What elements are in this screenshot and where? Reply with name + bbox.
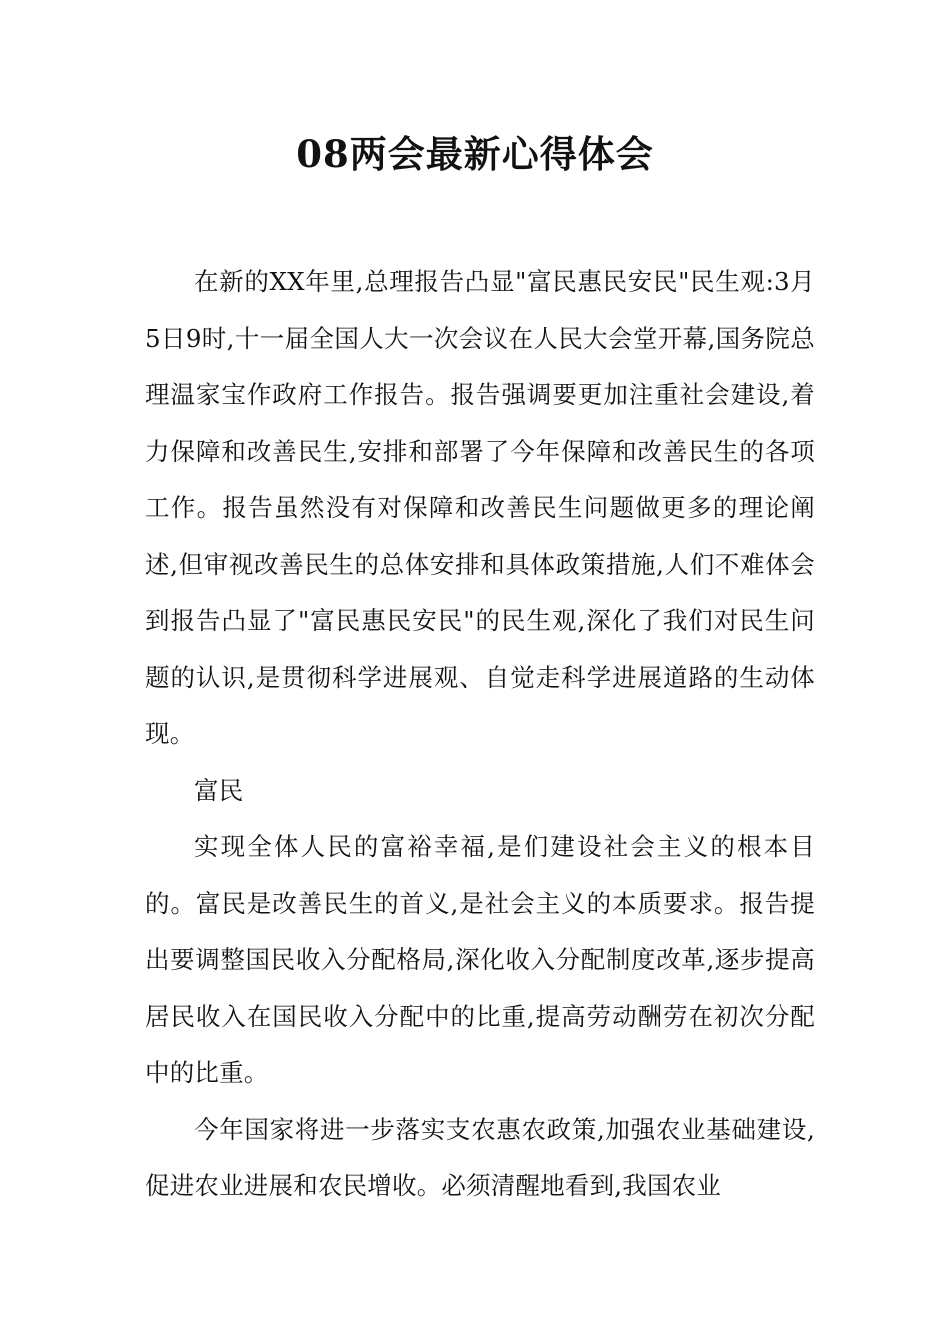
document-title: 08两会最新心得体会 bbox=[296, 132, 654, 176]
paragraph-intro: 在新的XX年里,总理报告凸显"富民惠民安民"民生观:3月5日9时,十一届全国人大一次会议在人民大会堂开幕,国务院总理温家宝作政府工作报告。报告强调要更加注重社会建设,着力保障和改善民生,安排和部署了今年保障和改善民生的各项工作。报告虽然没有对保障和改善民生问题做更多的理论阐述,但审视改善民生的总体安排和具体政策措施,人们不难体会到报告凸显了"富民惠民安民"的民生观,深化了我们对民生问题的认识,是贯彻科学进展观、自觉走科学进展道路的生动体现。 bbox=[145, 267, 815, 748]
section-heading-fumin: 富民 bbox=[194, 775, 244, 805]
paragraph-fumin: 实现全体人民的富裕幸福,是们建设社会主义的根本目的。富民是改善民生的首义,是社会主义的本质要求。报告提出要调整国民收入分配格局,深化收入分配制度改革,逐步提高居民收入在国民收入分配中的比重,提高劳动酬劳在初次分配中的比重。 bbox=[145, 832, 815, 1087]
document-body bbox=[145, 254, 815, 1215]
paragraph-agriculture: 今年国家将进一步落实支农惠农政策,加强农业基础建设,促进农业进展和农民增收。必须清醒地看到,我国农业 bbox=[145, 1114, 815, 1200]
